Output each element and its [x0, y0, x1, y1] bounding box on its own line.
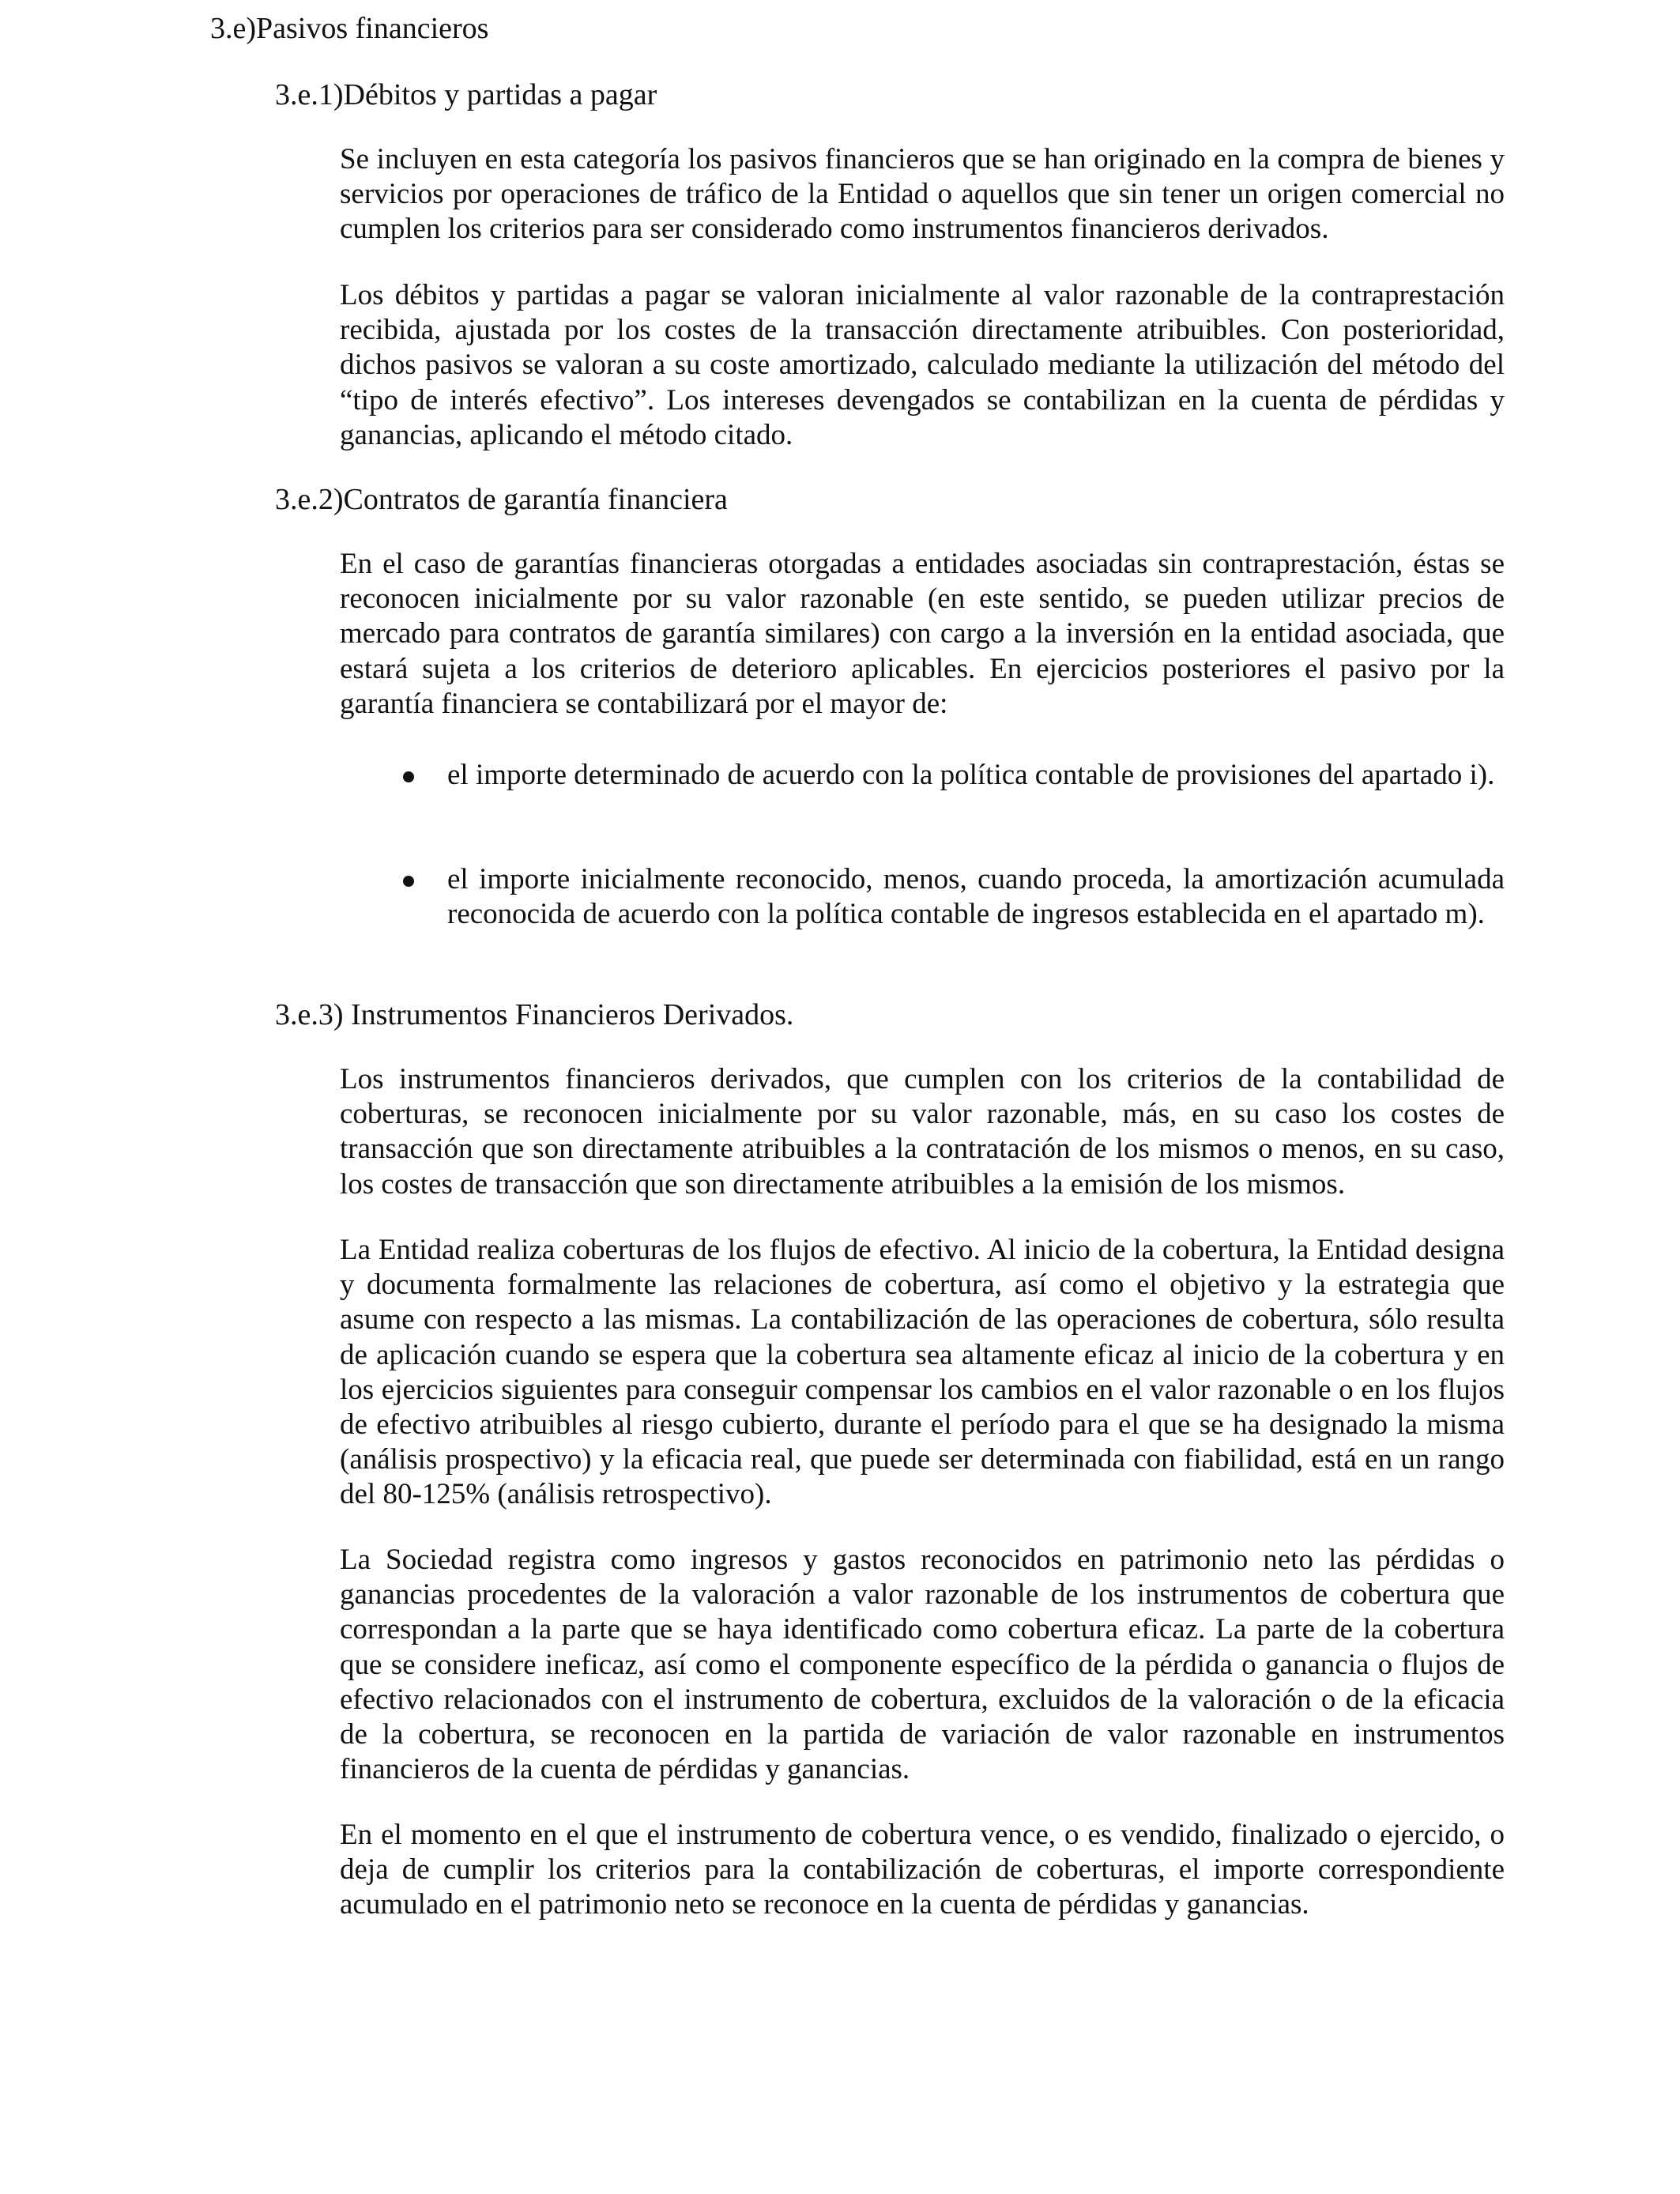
paragraph-debitos-2: Los débitos y partidas a pagar se valoran inicialmente al valor razonable de la contraprestación recibida, ajustada por los costes de la transacción directamente atribuibles. Con posterioridad, dichos pasivos se valoran a su coste amortizado, calculado mediante la utilización del método del “tipo de interés efectivo”. Los intereses devengados se contabilizan en la cuenta de pérdidas y ganancias, aplicando el método citado.	[340, 279, 1505, 451]
bullet-icon	[403, 876, 414, 887]
paragraph-derivados-4: En el momento en el que el instrumento de cobertura vence, o es vendido, finalizado o ejercido, o deja de cumplir los criterios para la contabilización de coberturas, el importe correspondiente acumulado en el patrimonio neto se reconoce en la cuenta de pérdidas y ganancias.	[340, 1819, 1505, 1921]
paragraph-garantia-1: En el caso de garantías financieras otorgadas a entidades asociadas sin contraprestación, éstas se reconocen inicialmente por su valor razonable (en este sentido, se pueden utilizar precios de mercado para contratos de garantía similares) con cargo a la inversión en la entidad asociada, que estará sujeta a los criterios de deterioro aplicables. En ejercicios posteriores el pasivo por la garantía financiera se contabilizará por el mayor de:	[340, 548, 1505, 720]
paragraph-derivados-3: La Sociedad registra como ingresos y gastos reconocidos en patrimonio neto las pérdidas o ganancias procedentes de la valoración a valor razonable de los instrumentos de cobertura que correspondan a la parte que se haya identificado como cobertura eficaz. La parte de la cobertura que se considere ineficaz, así como el componente específico de la pérdida o ganancia o flujos de efectivo relacionados con el instrumento de cobertura, excluidos de la valoración o de la eficacia de la cobertura, se reconocen en la partida de variación de valor razonable en instrumentos financieros de la cuenta de pérdidas y ganancias.	[340, 1544, 1505, 1786]
subsection-heading-garantia: 3.e.2)Contratos de garantía financiera	[275, 483, 728, 516]
bullet-item: el importe inicialmente reconocido, menos, cuando proceda, la amortización acumulada reconocida de acuerdo con la política contable de ingresos establecida en el apartado m).	[447, 863, 1505, 931]
subsection-heading-debitos: 3.e.1)Débitos y partidas a pagar	[275, 78, 657, 111]
section-heading: 3.e)Pasivos financieros	[210, 12, 489, 45]
paragraph-derivados-2: La Entidad realiza coberturas de los flujos de efectivo. Al inicio de la cobertura, la Entidad designa y documenta formalmente las relaciones de cobertura, así como el objetivo y la estrategia que asume con respecto a las mismas. La contabilización de las operaciones de cobertura, sólo resulta de aplicación cuando se espera que la cobertura sea altamente eficaz al inicio de la cobertura y en los ejercicios siguientes para conseguir compensar los cambios en el valor razonable o en los flujos de efectivo atribuibles al riesgo cubierto, durante el período para el que se ha designado la misma (análisis prospectivo) y la eficacia real, que puede ser determinada con fiabilidad, está en un rango del 80-125% (análisis retrospectivo).	[340, 1234, 1505, 1511]
paragraph-debitos-1: Se incluyen en esta categoría los pasivos financieros que se han originado en la compra de bienes y servicios por operaciones de tráfico de la Entidad o aquellos que sin tener un origen comercial no cumplen los criterios para ser considerado como instrumentos financieros derivados.	[340, 143, 1505, 246]
paragraph-derivados-1: Los instrumentos financieros derivados, que cumplen con los criterios de la contabilidad de coberturas, se reconocen inicialmente por su valor razonable, más, en su caso los costes de transacción que son directamente atribuibles a la contratación de los mismos o menos, en su caso, los costes de transacción que son directamente atribuibles a la emisión de los mismos.	[340, 1063, 1505, 1201]
bullet-item: el importe determinado de acuerdo con la política contable de provisiones del apartado i).	[447, 759, 1495, 791]
bullet-icon	[403, 771, 414, 782]
subsection-heading-derivados: 3.e.3) Instrumentos Financieros Derivados.	[275, 998, 794, 1031]
